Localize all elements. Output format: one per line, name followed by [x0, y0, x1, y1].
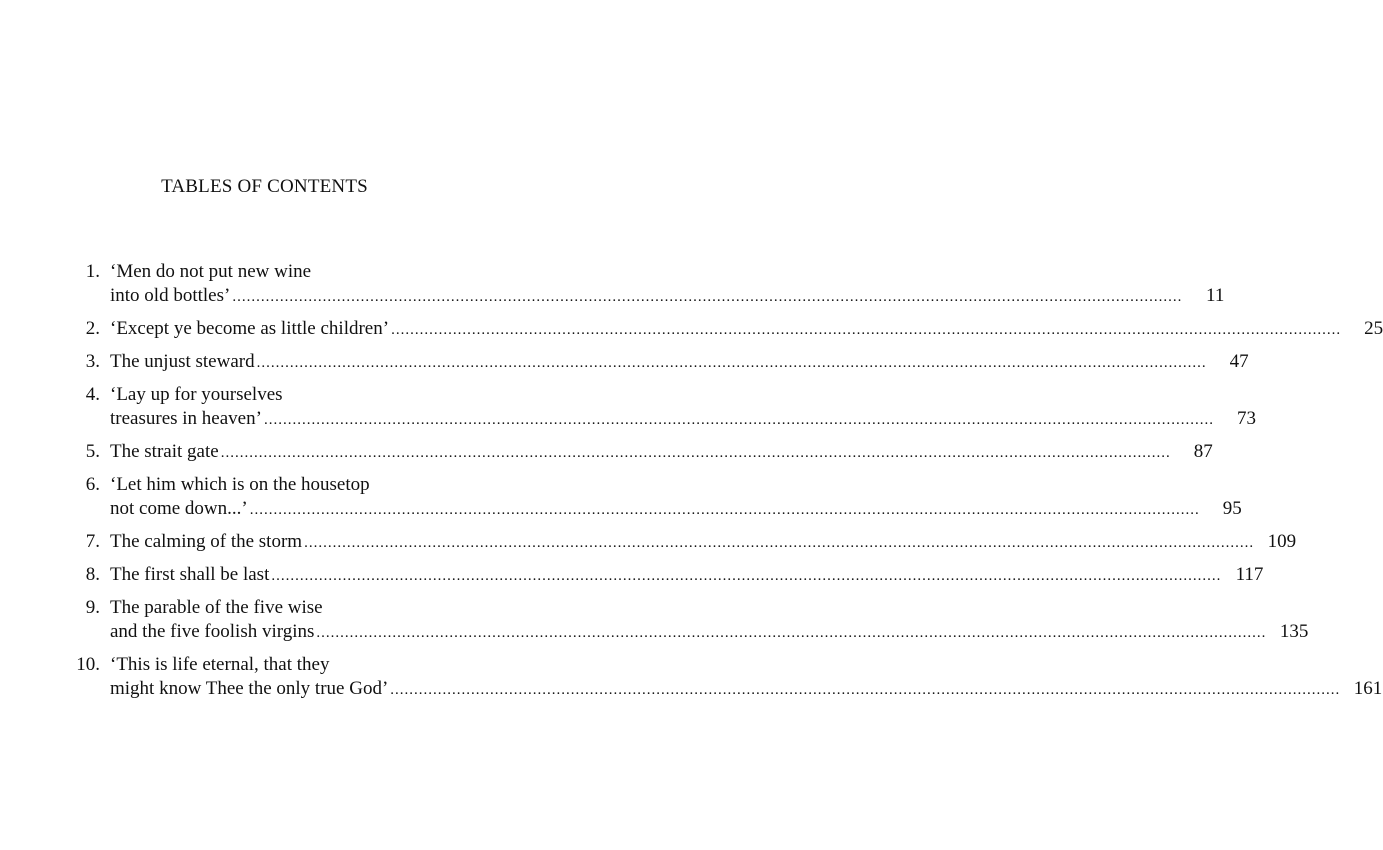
entry-number: 10.: [76, 654, 100, 675]
entry-title-line: The first shall be last: [110, 564, 270, 585]
entry-number: 6.: [85, 474, 100, 495]
dot-leader: ........................................................................................................................................................................................................: [316, 625, 1267, 641]
toc-entry: [60, 440, 1213, 465]
dot-leader: ........................................................................................................................................................................................................: [391, 322, 1342, 338]
entry-title-line: ‘Let him which is on the housetop: [110, 474, 370, 495]
entry-number: 7.: [85, 531, 100, 552]
entry-number: 8.: [85, 564, 100, 585]
toc-entry: [60, 563, 1264, 588]
toc-entry: [60, 350, 1249, 375]
table-of-contents: [60, 260, 1383, 710]
entry-page-number: 161: [1353, 678, 1383, 699]
dot-leader: ........................................................................................................................................................................................................: [220, 445, 1171, 461]
entry-title-line: ‘This is life eternal, that they: [110, 654, 330, 675]
entry-page-number: 135: [1279, 621, 1309, 642]
entry-number: 9.: [85, 597, 100, 618]
entry-title-line: treasures in heaven’: [110, 408, 262, 429]
toc-entry: [60, 383, 1256, 432]
entry-number: 4.: [85, 384, 100, 405]
entry-number: 3.: [85, 351, 100, 372]
entry-number: 2.: [85, 318, 100, 339]
entry-title-line: ‘Men do not put new wine: [110, 261, 312, 282]
entry-title-line: The parable of the five wise: [110, 597, 323, 618]
entry-page-number: 73: [1236, 408, 1256, 429]
dot-leader: ........................................................................................................................................................................................................: [390, 682, 1341, 698]
entry-title-line: The unjust steward: [110, 351, 255, 372]
entry-page-number: 109: [1267, 531, 1297, 552]
entry-title-line: not come down...’: [110, 498, 248, 519]
dot-leader: ........................................................................................................................................................................................................: [271, 568, 1222, 584]
dot-leader: ........................................................................................................................................................................................................: [232, 289, 1183, 305]
entry-page-number: 95: [1222, 498, 1242, 519]
dot-leader: ........................................................................................................................................................................................................: [256, 355, 1207, 371]
toc-entry: [60, 260, 1225, 309]
entry-page-number: 11: [1206, 285, 1225, 306]
entry-number: 5.: [85, 441, 100, 462]
toc-entry: [60, 653, 1383, 702]
entry-title-line: ‘Lay up for yourselves: [110, 384, 283, 405]
entry-title-line: ‘Except ye become as little children’: [110, 318, 390, 339]
entry-title-line: The strait gate: [110, 441, 219, 462]
dot-leader: ........................................................................................................................................................................................................: [249, 502, 1200, 518]
dot-leader: ........................................................................................................................................................................................................: [263, 412, 1214, 428]
entry-page-number: 47: [1229, 351, 1249, 372]
entry-number: 1.: [85, 261, 100, 282]
entry-title-line: might know Thee the only true God’: [110, 678, 389, 699]
toc-entry: [60, 596, 1309, 645]
entry-page-number: 87: [1193, 441, 1213, 462]
entry-title-line: The calming of the storm: [110, 531, 303, 552]
entry-page-number: 117: [1235, 564, 1264, 585]
entry-title-line: into old bottles’: [110, 285, 231, 306]
toc-entry: [60, 530, 1297, 555]
toc-entry: [60, 317, 1383, 342]
toc-entry: [60, 473, 1242, 522]
entry-page-number: 25: [1364, 318, 1383, 339]
entry-title-line: and the five foolish virgins: [110, 621, 315, 642]
page-title: TABLES OF CONTENTS: [161, 176, 368, 197]
dot-leader: ........................................................................................................................................................................................................: [304, 535, 1255, 551]
